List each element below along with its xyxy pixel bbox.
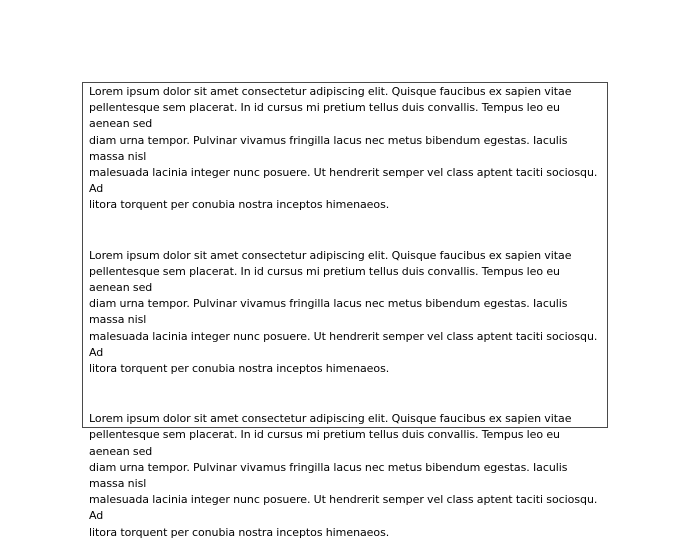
paragraph-3 [89,411,601,541]
paragraph-1 [89,84,601,214]
paragraph-line: malesuada lacinia integer nunc posuere. Ut hendrerit semper vel class aptent taciti sociosqu. Ad [89,166,598,196]
paragraph-line: diam urna tempor. Pulvinar vivamus fringilla lacus nec metus bibendum egestas. Iaculis massa nisl [89,460,568,491]
paragraph-line: litora torquent per conubia nostra inceptos himenaeos. [89,525,390,539]
paragraph-2 [89,248,601,378]
paragraph-line: pellentesque sem placerat. In id cursus mi pretium tellus duis convallis. Tempus leo eu aenean sed [89,428,560,458]
paragraph-line: pellentesque sem placerat. In id cursus mi pretium tellus duis convallis. Tempus leo eu aenean sed [89,101,560,131]
paragraph-line: diam urna tempor. Pulvinar vivamus fringilla lacus nec metus bibendum egestas. Iaculis massa nisl [89,133,568,163]
paragraph-line: litora torquent per conubia nostra inceptos himenaeos. [89,198,390,212]
paragraph-line: malesuada lacinia integer nunc posuere. Ut hendrerit semper vel class aptent taciti sociosqu. Ad [89,329,598,359]
paragraph-line: malesuada lacinia integer nunc posuere. Ut hendrerit semper vel class aptent taciti sociosqu. Ad [89,493,598,523]
paragraph-line: Lorem ipsum dolor sit amet consectetur adipiscing elit. Quisque faucibus ex sapien vitae [89,85,572,98]
paragraph-line: litora torquent per conubia nostra inceptos himenaeos. [89,362,390,376]
text-box[interactable] [82,82,608,539]
paragraph-line: Lorem ipsum dolor sit amet consectetur adipiscing elit. Quisque faucibus ex sapien vitae [89,412,572,426]
paragraph-line: pellentesque sem placerat. In id cursus mi pretium tellus duis convallis. Tempus leo eu aenean sed [89,264,560,295]
paragraph-line: diam urna tempor. Pulvinar vivamus fringilla lacus nec metus bibendum egestas. Iaculis massa nisl [89,297,568,327]
paragraph-line: Lorem ipsum dolor sit amet consectetur adipiscing elit. Quisque faucibus ex sapien vitae [89,248,572,262]
